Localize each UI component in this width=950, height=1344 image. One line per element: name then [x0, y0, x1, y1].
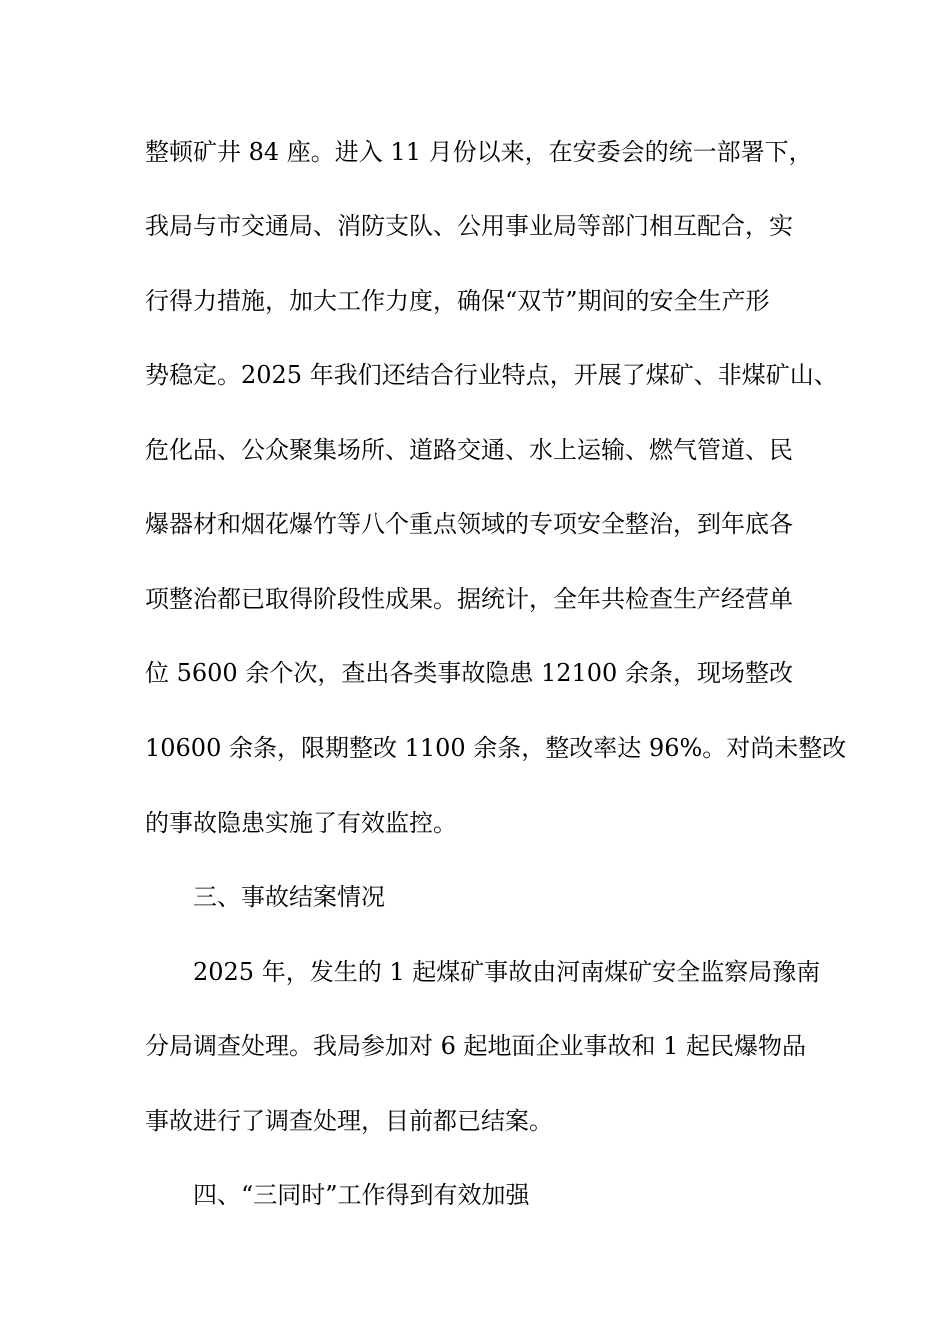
body-text-line: 势稳定。2025 年我们还结合行业特点，开展了煤矿、非煤矿山、: [145, 361, 838, 389]
body-text-line: 位 5600 余个次，查出各类事故隐患 12100 余条，现场整改: [145, 659, 793, 687]
body-text-line: 我局与市交通局、消防支队、公用事业局等部门相互配合，实: [145, 212, 793, 240]
body-text-line: 10600 余条，限期整改 1100 余条，整改率达 96%。对尚未整改: [145, 734, 847, 762]
body-text-line: 项整治都已取得阶段性成果。据统计，全年共检查生产经营单: [145, 585, 793, 613]
body-text-line: 的事故隐患实施了有效监控。: [145, 809, 457, 837]
body-text-line: 事故进行了调查处理，目前都已结案。: [145, 1107, 553, 1135]
body-text-line: 分局调查处理。我局参加对 6 起地面企业事故和 1 起民爆物品: [145, 1032, 807, 1060]
section-heading: 四、“三同时”工作得到有效加强: [193, 1181, 530, 1209]
body-text-line: 行得力措施，加大工作力度，确保“双节”期间的安全生产形: [145, 287, 770, 315]
body-text-line: 整顿矿井 84 座。进入 11 月份以来，在安委会的统一部署下，: [145, 138, 813, 166]
body-text-line: 2025 年，发生的 1 起煤矿事故由河南煤矿安全监察局豫南: [193, 958, 821, 986]
section-heading: 三、事故结案情况: [193, 883, 385, 911]
body-text-line: 爆器材和烟花爆竹等八个重点领域的专项安全整治，到年底各: [145, 510, 793, 538]
body-text-line: 危化品、公众聚集场所、道路交通、水上运输、燃气管道、民: [145, 436, 793, 464]
